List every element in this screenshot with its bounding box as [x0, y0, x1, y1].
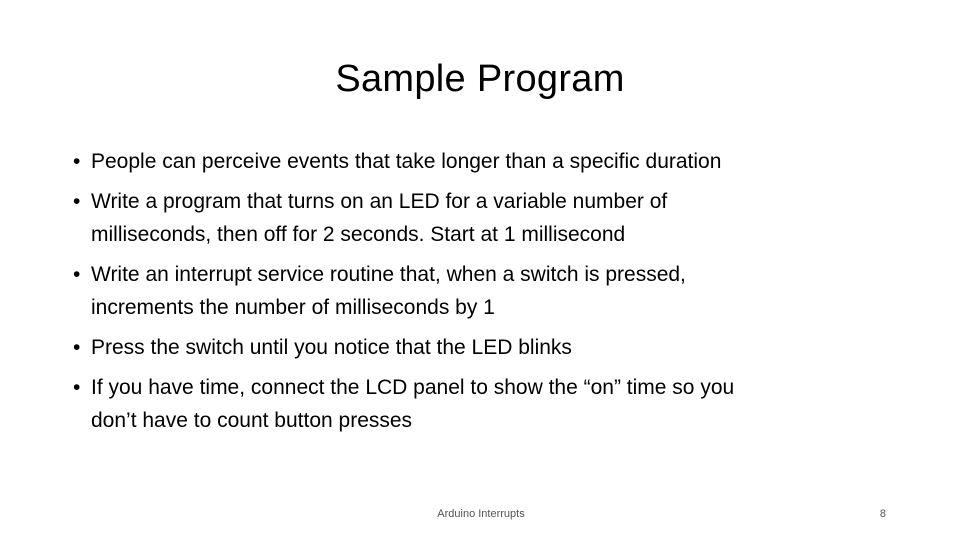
bullet-dot-icon: • — [73, 150, 81, 173]
bullet-list — [73, 145, 903, 437]
bullet-item — [73, 185, 903, 251]
bullet-line: increments the number of milliseconds by 1 — [91, 296, 495, 319]
bullet-line: Press the switch until you notice that the LED blinks — [91, 336, 572, 359]
bullet-dot-icon: • — [73, 190, 81, 213]
bullet-line: Write a program that turns on an LED for a variable number of — [91, 190, 668, 213]
bullet-item — [73, 258, 903, 324]
bullet-dot-icon: • — [73, 263, 81, 286]
footer-title: Arduino Interrupts — [437, 508, 525, 520]
bullet-line: Write an interrupt service routine that, when a switch is pressed, — [91, 263, 686, 286]
slide-title: Sample Program — [335, 58, 625, 100]
bullet-dot-icon: • — [73, 376, 81, 399]
page-number: 8 — [879, 508, 886, 520]
bullet-item — [73, 145, 903, 178]
bullet-line: If you have time, connect the LCD panel to show the “on” time so you — [91, 376, 735, 399]
bullet-line: milliseconds, then off for 2 seconds. Start at 1 millisecond — [91, 223, 626, 246]
bullet-item — [73, 331, 903, 364]
bullet-item — [73, 371, 903, 437]
bullet-text — [91, 371, 903, 437]
bullet-text — [91, 258, 903, 324]
bullet-text — [91, 331, 903, 364]
bullet-dot-icon: • — [73, 336, 81, 359]
bullet-text — [91, 145, 903, 178]
bullet-line: People can perceive events that take longer than a specific duration — [91, 150, 722, 173]
bullet-line: don’t have to count button presses — [91, 409, 413, 432]
bullet-text — [91, 185, 903, 251]
